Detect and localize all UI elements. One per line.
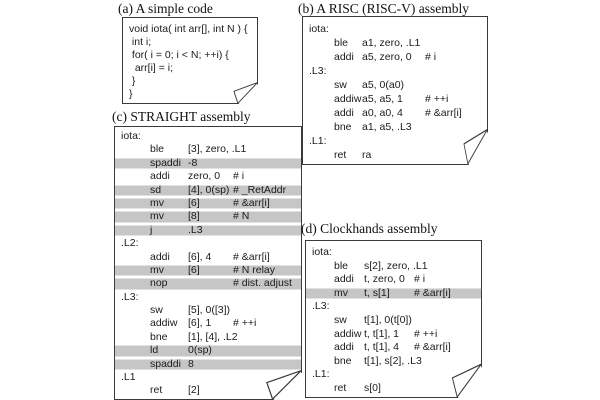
operands: [4], 0(sp) xyxy=(188,183,230,196)
asm-label-line: iota: xyxy=(309,23,329,35)
asm-instruction-line xyxy=(303,120,487,134)
mnemonic: mv xyxy=(150,210,164,223)
mnemonic: addiw xyxy=(150,317,178,330)
asm-instruction-line xyxy=(306,287,481,301)
asm-instruction-line xyxy=(303,36,487,50)
asm-instruction-line xyxy=(115,277,301,290)
asm-instruction-line xyxy=(115,264,301,277)
asm-instruction-line xyxy=(303,92,487,106)
mnemonic: ble xyxy=(334,259,349,272)
operands: a0, a0, 4 xyxy=(362,107,403,119)
operands: t[1], s[2], .L3 xyxy=(364,354,422,367)
mnemonic: sw xyxy=(334,313,347,326)
mnemonic: j xyxy=(150,223,153,236)
page-fold-icon xyxy=(462,125,488,165)
mnemonic: addi xyxy=(150,170,170,183)
operands: .L3 xyxy=(188,223,203,236)
operands: [8] xyxy=(188,210,200,223)
asm-instruction-line xyxy=(303,50,487,64)
comment: # i xyxy=(414,273,426,286)
operands: [5], 0([3]) xyxy=(188,304,231,317)
code-line: void iota( int arr[], int N ) { xyxy=(129,23,248,35)
operands: a1, a5, .L3 xyxy=(362,121,412,133)
mnemonic: addi xyxy=(150,250,170,263)
operands: [6] xyxy=(188,196,200,209)
asm-label-line: .L3: xyxy=(312,300,330,313)
operands: t, zero, 0 xyxy=(364,273,405,286)
mnemonic: sd xyxy=(150,183,162,196)
operands: [2] xyxy=(188,384,200,397)
operands: t, s[1] xyxy=(364,286,390,299)
mnemonic: mv xyxy=(150,263,164,276)
asm-label-line: .L2: xyxy=(121,237,139,250)
mnemonic: sw xyxy=(334,79,347,91)
operands: 8 xyxy=(188,357,194,370)
panel-b-note-box xyxy=(302,16,488,165)
page-fold-icon xyxy=(264,367,302,400)
operands: [3], zero, .L1 xyxy=(188,143,247,156)
mnemonic: nop xyxy=(150,277,168,290)
comment: # &arr[i] xyxy=(414,341,451,354)
asm-label-line: .L1: xyxy=(309,135,327,147)
asm-label-line: .L1: xyxy=(312,368,330,381)
asm-instruction-line xyxy=(115,224,301,237)
asm-instruction-line xyxy=(306,273,481,287)
asm-instruction-line xyxy=(306,314,481,328)
comment: # ++i xyxy=(414,327,438,340)
mnemonic: ret xyxy=(334,381,347,394)
riscv-assembly-listing xyxy=(303,17,487,164)
mnemonic: spaddi xyxy=(150,357,181,370)
operands: ra xyxy=(362,149,372,161)
operands: s[2], zero, .L1 xyxy=(364,259,428,272)
page-fold-icon xyxy=(450,360,482,398)
mnemonic: addi xyxy=(334,273,354,286)
comment: # _RetAddr xyxy=(233,183,287,196)
asm-instruction-line xyxy=(115,157,301,170)
code-line: arr[i] = i; xyxy=(129,62,174,74)
mnemonic: spaddi xyxy=(150,156,181,169)
asm-instruction-line xyxy=(115,184,301,197)
asm-instruction-line xyxy=(115,170,301,183)
mnemonic: addiw xyxy=(334,327,362,340)
operands: [1], [4], .L2 xyxy=(188,330,238,343)
asm-label-line: .L3: xyxy=(309,65,327,77)
panel-b-caption: (b) A RISC (RISC-V) assembly xyxy=(298,1,470,16)
asm-instruction-line xyxy=(306,328,481,342)
comment: # ++i xyxy=(425,93,449,105)
panel-c-note-box xyxy=(114,126,302,400)
comment: # N relay xyxy=(233,263,276,276)
panel-a-note-box xyxy=(122,17,258,104)
asm-instruction-line xyxy=(303,148,487,162)
mnemonic: mv xyxy=(150,196,164,209)
operands: t, t[1], 1 xyxy=(364,327,400,340)
asm-instruction-line xyxy=(115,251,301,264)
operands: -8 xyxy=(188,156,198,169)
operands: [6], 4 xyxy=(188,250,212,263)
mnemonic: sw xyxy=(150,304,163,317)
panel-a-caption: (a) A simple code xyxy=(118,1,213,16)
operands: t, t[1], 4 xyxy=(364,341,400,354)
operands: t[1], 0(t[0]) xyxy=(364,313,412,326)
code-line: int i; xyxy=(129,36,152,48)
mnemonic: ld xyxy=(150,344,159,357)
mnemonic: ble xyxy=(334,37,349,49)
panel-c-caption: (c) STRAIGHT assembly xyxy=(112,109,251,124)
mnemonic: bne xyxy=(334,354,352,367)
comment: # dist. adjust xyxy=(233,277,292,290)
operands: [6], 1 xyxy=(188,317,212,330)
comment: # &arr[i] xyxy=(233,196,270,209)
code-line: } xyxy=(129,88,133,100)
panel-d-caption: (d) Clockhands assembly xyxy=(301,221,438,236)
mnemonic: ble xyxy=(150,143,165,156)
operands: zero, 0 xyxy=(188,170,221,183)
comment: # ++i xyxy=(233,317,257,330)
mnemonic: addi xyxy=(334,107,354,119)
comment: # &arr[i] xyxy=(425,107,462,119)
asm-instruction-line xyxy=(115,344,301,357)
mnemonic: ret xyxy=(150,384,163,397)
comment: # N xyxy=(233,210,250,223)
asm-instruction-line xyxy=(115,143,301,156)
operands: a5, 0(a0) xyxy=(362,79,405,91)
comment: # i xyxy=(233,170,245,183)
straight-assembly-listing xyxy=(115,127,301,399)
mnemonic: addi xyxy=(334,51,354,63)
operands: 0(sp) xyxy=(188,344,212,357)
operands: a5, zero, 0 xyxy=(362,51,412,63)
asm-instruction-line xyxy=(303,106,487,120)
operands: s[0] xyxy=(364,381,381,394)
asm-instruction-line xyxy=(115,317,301,330)
mnemonic: addiw xyxy=(334,93,362,105)
asm-label-line: iota: xyxy=(121,130,141,142)
mnemonic: addi xyxy=(334,341,354,354)
comment: # &arr[i] xyxy=(233,250,270,263)
operands: a1, zero, .L1 xyxy=(362,37,421,49)
operands: a5, a5, 1 xyxy=(362,93,403,105)
mnemonic: ret xyxy=(334,149,347,161)
operands: [6] xyxy=(188,263,200,276)
asm-label-line: .L3: xyxy=(121,290,139,303)
comment: # i xyxy=(425,51,437,63)
comment: # &arr[i] xyxy=(414,286,451,299)
asm-instruction-line xyxy=(303,78,487,92)
asm-instruction-line xyxy=(115,197,301,210)
asm-instruction-line xyxy=(115,304,301,317)
asm-instruction-line xyxy=(115,210,301,223)
asm-instruction-line xyxy=(306,341,481,355)
code-line: } xyxy=(129,75,136,87)
mnemonic: mv xyxy=(334,286,348,299)
page-fold-icon xyxy=(232,80,258,104)
asm-label-line: iota: xyxy=(312,246,332,258)
code-line: for( i = 0; i < N; ++i) { xyxy=(129,49,229,61)
panel-d-note-box xyxy=(305,240,482,398)
mnemonic: bne xyxy=(150,330,168,343)
asm-instruction-line xyxy=(306,260,481,274)
asm-instruction-line xyxy=(115,331,301,344)
asm-label-line: .L1 xyxy=(121,371,136,384)
mnemonic: bne xyxy=(334,121,352,133)
